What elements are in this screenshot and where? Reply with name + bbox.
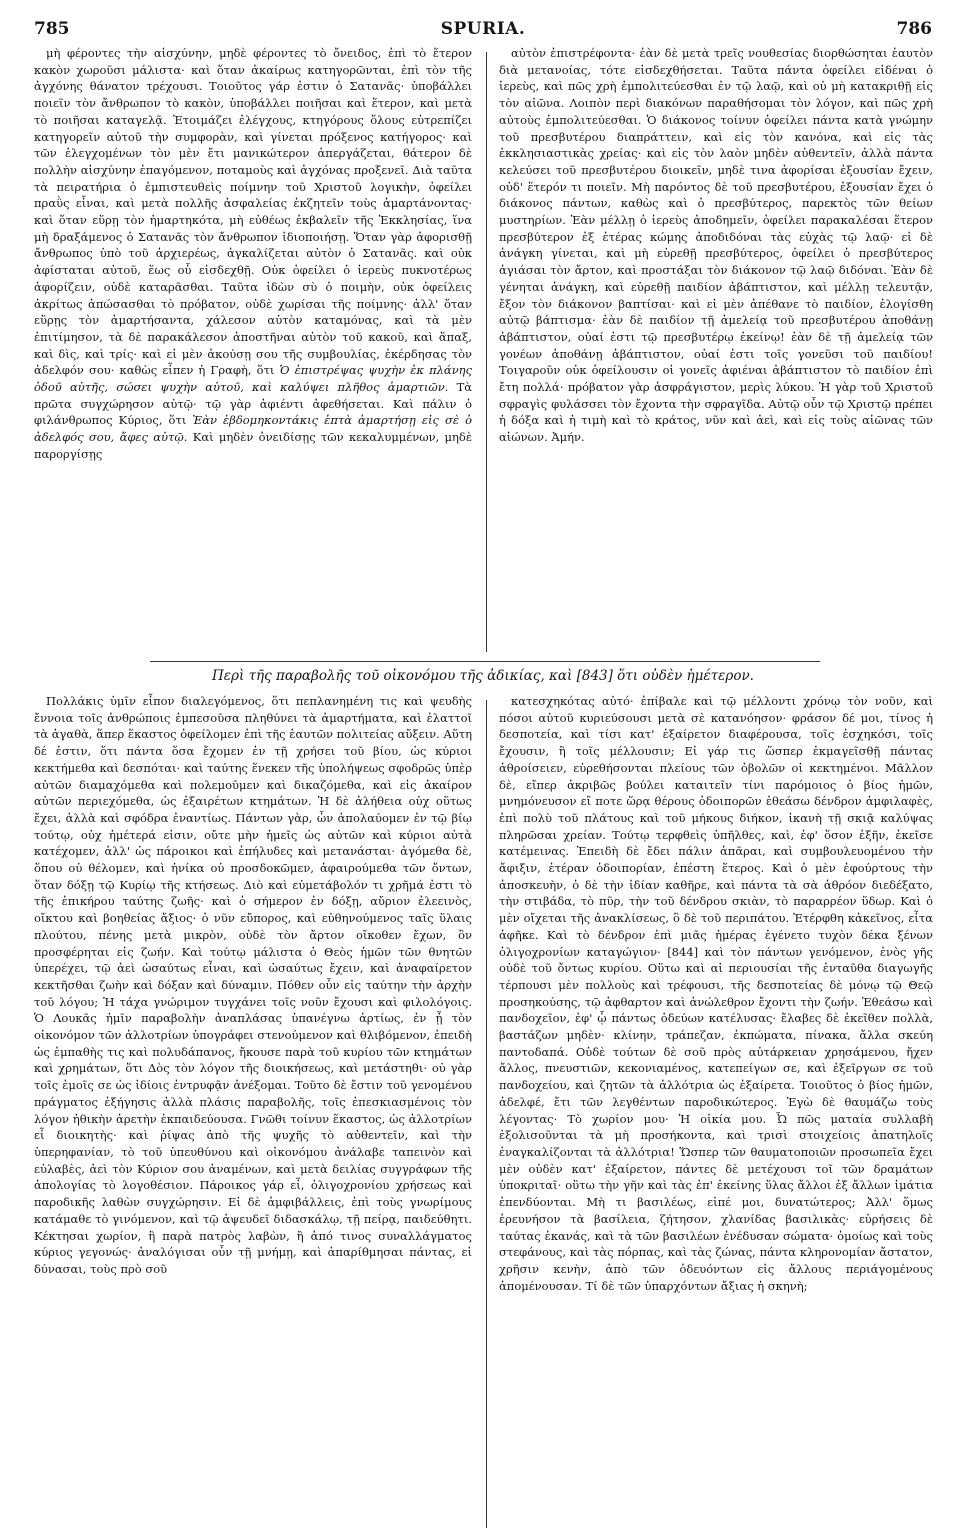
scripture-quote-2: Ἐὰν ἑβδομηκοντάκις ἑπτὰ ἁμαρτήσῃ εἰς σὲ ὁ ἀδελφός σου, ἄφες αὐτῷ.	[34, 413, 472, 445]
column-divider-upper	[486, 52, 487, 652]
lower-left-paragraph: Πολλάκις ὑμῖν εἶπον διαλεγόμενος, ὅτι πεπλανημένη τις καὶ ψευδὴς ἔννοια τοῖς ἀνθρώποις ἐμπεσοῦσα πληθύνει τὰ ἁμαρτήματα, καὶ ἐλαττοῖ τὰ ἀγαθὰ, ἅπερ ἕκαστος ὀφείλομεν ἐπὶ τῆς ἑαυτῶν πολιτείας αὔξειν. Αὕτη δέ ἐστιν, ὅτι πάντα ὅσα ἔχομεν ἐν τῇ χρήσει τοῦ βίου, ὡς κύριοι κεκτήμεθα καὶ δεσπόται· καὶ ταύτης ἕνεκεν τῆς ὑπολήψεως σφοδρῶς ὑπὲρ αὐτῶν διαμαχόμεθα καὶ πολεμοῦμεν καὶ δικαζόμεθα, καὶ εἰς ἀκαίρον αὐτῶν περιεχόμεθα, ὡς ἐξαιρέτων κτημάτων. Ἡ δὲ ἀλήθεια οὐχ οὕτως ἔχει, ἀλλὰ καὶ σφόδρα ἐναντίως. Πάντων γὰρ, ὧν ἀπολαύομεν ἐν τῷ βίῳ τούτῳ, οὐχ ἡμέτερά εἰσιν, οὔτε μὴν ἡμεῖς ὡς αὐτῶν καὶ κύριοι αὐτὰ κατέχομεν, ἀλλ' ὡς πάροικοι καὶ ἐπήλυδες καὶ μετανάσται· ἀγόμεθα δὲ, ὅπου οὐ θέλομεν, καὶ ἡνίκα οὐ προσδοκῶμεν, ἀφαιρούμεθα τῶν ὄντων, ὅταν δόξῃ τῷ Κυρίῳ τῆς κτήσεως. Διὸ καὶ εὐμετάβολόν τι χρῆμά ἐστι τὸ τῆς ἐπικήρου ταύτης ζωῆς· καὶ ὁ σήμερον ἐν δόξῃ, αὔριον ἐλεεινὸς, οἴκτου καὶ βοηθείας ἄξιος· ὁ νῦν εὔπορος, καὶ εὐθηνούμενος ταῖς ὕλαις πλούτου, πένης μετὰ μικρὸν, οὐδὲ τὸν ἄρτον οἴκοθεν ἔχων, ὃν προσφέρηται εἰς ζωήν. Καὶ τούτῳ μάλιστα ὁ Θεὸς ἡμῶν τῶν θνητῶν ὑπερέχει, τῷ ἀεὶ ὡσαύτως εἶναι, καὶ ὡσαύτως ἔχειν, καὶ ἀναφαίρετον κεκτῆσθαι ζωὴν καὶ δόξαν καὶ δύναμιν. Πόθεν οὖν εἰς ταύτην τὴν ἀρχὴν τοῦ λόγου; Ἡ τάχα γνώριμον τυγχάνει τοῖς νοῦν ἔχουσι καὶ φιλολόγοις. Ὁ Λουκᾶς ἡμῖν παραβολὴν ἀναπλάσας ὑπανέγνω ἀρτίως, ἐν ᾗ τὸν οἰκονόμον τῶν ἀλλοτρίων ὑπογράφει στενούμενον καὶ θλιβόμενον, ἐπειδὴ ὡς ἐμπαθὴς τις καὶ πολυδάπανος, ἤκουσε παρὰ τοῦ κυρίου τῶν κτημάτων καὶ χρημάτων, ὅτι Δὸς τὸν λόγον τῆς διοικήσεως, καὶ μετάστηθι· οὐ γὰρ τοῖς ἐμοῖς σε ὡς ἰδίοις ἐντρυφᾷν ἀνέξομαι. Τοῦτο δὲ ἔστιν τοῦ γενομένου πράγματος ἐξήγησις ἀλλὰ πλάσις παραβολῆς, τοῖς ἐπεσκιασμένοις τὸν λόγον ἠθικὴν ἀρετὴν ἐκπαιδεύουσα. Γνῶθι τοίνυν ἕκαστος, ὡς ἀλλοτρίων εἶ διοικητὴς· καὶ ῥίψας ἀπὸ τῆς ψυχῆς τὸ αὐθεντεῖν, καὶ τὴν ὑπερηφανίαν, τὸ τοῦ ὑπευθύνου καὶ οἰκονόμου ἀνάλαβε ταπεινὸν καὶ εὐλαβὲς, ἀεὶ τὸν Κύριον σου ἀναμένων, καὶ μετὰ δειλίας συγγράφων τῆς ἀπολογίας τὸ λογοθέσιον. Πάροικος γάρ εἶ, ὀλιγοχρονίου χρήσεως καὶ παροδικῆς λαθὼν συγχώρησιν. Εἰ δὲ ἀμφιβάλλεις, ἐπὶ τοὺς γνωρίμους κατάμαθε τὸ γινόμενον, καὶ τῷ ἀψευδεῖ διδασκάλῳ, τῇ πείρᾳ, παιδεύθητι. Κέκτησαι χωρίον, ἢ παρὰ πατρὸς λαβὼν, ἢ ἀπό τινος συναλλάγματος κύριος γεγονώς· ἀναλόγισαι οὖν τῇ μνήμῃ, καὶ ἀπαρίθμησαι πάντας, εἰ δύνασαι, τοὺς πρὸ σοῦ	[34, 694, 472, 1276]
section-divider	[150, 661, 820, 662]
page-header	[34, 14, 932, 44]
column-divider-lower	[486, 700, 487, 1528]
upper-right-column	[499, 45, 933, 645]
upper-left-text: μὴ φέροντες τὴν αἰσχύνην, μηδὲ φέροντες τὸ ὄνειδος, ἐπὶ τὸ ἕτερον κακὸν χωροῦσι μάλιστα· καὶ ὅταν ἀκαίρως κατηγορῶνται, ἐπὶ τὸν τῆς ἀγχόνης θάνατον τρέχουσι. Τοιοῦτος γάρ ἐστιν ὁ Σατανᾶς· ὑποβάλλει ποιεῖν τὸν ἄνθρωπον τὸ κακὸν, ὑποβάλλει ποιῆσαι καὶ ἕτερον, καὶ μετὰ τὸ ποιῆσαι καταγελᾷ. Ἑτοιμάζει ἐλέγχους, κτηγόρους ὅλους εὐτρεπίζει κατηγορεῖν αὐτοῦ τὴν συμφορὰν, καὶ γίνεται πρόξενος κατήγορος· καὶ τῶν ἐλεγχομένων τὸν μὲν ἔτι μανικώτερον ἀπεργάζεται, θάτερον δὲ πολλὴν αἰσχύνην ἐπαγόμενον, ποταμοὺς καὶ ἀγχόνας προξενεῖ. Διὰ ταῦτα τὰ πειρατήρια ὁ ἐμπιστευθεὶς ποίμνην τοῦ Χριστοῦ λογικὴν, ὀφείλει πραῢς εἶναι, καὶ μετὰ πολλῆς ἀσφαλείας ἐκζητεῖν τοὺς ἁμαρτάνοντας· καὶ ὅταν εὕρῃ τὸν ἡμαρτηκότα, μὴ εὐθέως ἐκβαλεῖν τῆς Ἐκκλησίας, ἵνα μὴ δραξάμενος ὁ Σατανᾶς τὸν ἄνθρωπον ἰδιοποιήσῃ. Ὅταν γὰρ ἀφορισθῇ ἄνθρωπος ὑπὸ τοῦ ἀρχιερέως, ἀγκαλίζεται αὐτὸν ὁ Σατανᾶς. καὶ οὐκ ἀφίσταται αὐτοῦ, ἕως οὗ εἰσδεχθῇ. Οὐκ ὀφείλει ὁ ἱερεὺς πυκνοτέρως ἀφορίζειν, οὐδὲ καταρᾶσθαι. Ταῦτα ἰδὼν σὺ ὁ ποιμὴν, οὐκ ὀφείλεις ἀκρίτως ἀπώσασθαι τὸ πρόβατον, οὐδὲ χωρίσαι τῆς ποίμνης· ἀλλ' ὅταν εὕρῃς τὸν ἁμαρτήσαντα, χάλεσον αὐτὸν καταμόνας, καὶ τὰ μὲν ἐπιτίμησον, τὰ δὲ παρακάλεσον ἀποστῆναι αὐτὸν τοῦ κακοῦ, καὶ ἅπαξ, καὶ δὶς, καὶ τρίς· καὶ εἰ μὲν ἀκούσῃ σου τῆς συμβουλίας, ἐκέρδησας τὸν ἀδελφόν σου· καθὼς εἶπεν ἡ Γραφὴ, ὅτι	[34, 46, 472, 378]
lower-right-paragraph: κατεσχηκότας αὐτό· ἐπίβαλε καὶ τῷ μέλλοντι χρόνῳ τὸν νοῦν, καὶ πόσοι αὐτοῦ κυριεύσουσι μετὰ σὲ κατανόησον· φράσον δέ μοι, τίνος ἡ δεσποτεία, καὶ τίσι κατ' ἐξαίρετον διαφέρουσα, τοῖς ἐσχηκόσι, τοῖς ἔχουσιν, ἢ τοῖς μέλλουσιν; Εἰ γάρ τις ὥσπερ ἐκμαγεῖσθῇ πάντας ἀθροίσειεν, εὑρεθήσονται πλείους τῶν ὀβολῶν οἱ κεκτημένοι. Μᾶλλον δὲ, εἴπερ ἀκριβῶς βούλει καταιτεῖν τίνι παρόμοιος ὁ βίος ἡμῶν, μνημόνευσον εἴ ποτε ὥρᾳ θέρους ὁδοιπορῶν ἐθεάσω δένδρον ἀμφιλαφὲς, ἐπὶ πολὺ τοῦ πλάτους καὶ τοῦ μήκους διήκον, ἱκανὴ τῇ σκιᾷ καλύψας πληρῶσαι χρείαν. Τούτῳ τερφθεὶς ὑπῆλθες, καὶ, ἐφ' ὅσον ἐξῆν, ἐκεῖσε κατέμεινας. Ἐπειδὴ δὲ ἔδει πάλιν ἀπᾶραι, καὶ συμβουλευομένου τὴν ἄφιξιν, ἑτέραν ὁδοιπορίαν, ἐπέστη ἕτερος. Καὶ ὁ μὲν ἐφούρτους τὴν ἀποσκευὴν, ὁ δὲ τὴν ἰδίαν καθῆρε, καὶ πάντα τὰ σὰ ἀθρόον διεδέξατο, τὴν στιβάδα, τὸ πῦρ, τὴν τοῦ δένδρου σκιὰν, τὸ παραρρέον ὕδωρ. Καὶ ὁ μὲν οἴχεται τῆς ἀνακλίσεως, ὃ δὲ τοῦ περιπάτου. Ἐτέρφθη κἀκεῖνος, εἶτα ἀφῆκε. Καὶ τὸ δένδρον ἐπὶ μιᾶς ἡμέρας ἐγένετο τυχὸν δέκα ξένων ὀλιγοχρονίων καταγώγιον· [844] καὶ τὸν πάντων γενόμενον, ἐνὸς γῆς οὐδὲ τοῦ ὄντως κυρίου. Οὕτω καὶ αἱ περιουσίαι τῆς ἐνταῦθα διαγωγῆς τέρπουσι μὲν πολλοὺς καὶ τρέφουσι, τῆς δεσποτείας δὲ μόνῳ τῷ Θεῷ προσηκούσης, τῷ ἀφθαρτον καὶ ἀνώλεθρον ἔχοντι τὴν ζωήν. Ἐθεάσω καὶ πανδοχεῖον, ἐφ' ᾧ πάντως ὁδεύων κατέλυσας· ἔλαβες δὲ ἐκεῖθεν πολλὰ, βαστάζων μηδὲν· κλίνην, τράπεζαν, ἐκπώματα, πίνακα, ἄλλα σκεύη παντοδαπά. Οὐδὲ τούτων δὲ σοῦ πρὸς αὐτάρκειαν χρησάμενου, ἤχεν ἄλλος, πνευστιῶν, κεκονιαμένος, κατεπείγων σε, καὶ ἐξεῖργων σε τοῦ πανδοχείου, καὶ ζητῶν τὰ ἀλλότρια ὡς ἐξαίρετα. Τοιοῦτος ὁ βίος ἡμῶν, ἀδελφέ, ἔτι τῶν λεγθέντων παροδικώτερος. Ἐγὼ δὲ θαυμάζω τοὺς λέγοντας· Τὸ χωρίον μου· Ἡ οἰκία μου. Ὦ πῶς ματαία συλλαβὴ ἐξολισοῦνται τὰ μὴ προσήκοντα, καὶ τρισὶ στοιχείοις ἀπατηλοῖς ἐναγκαλίζονται τὰ ἀλλότρια! Ὥσπερ τῶν θαυματοποιῶν προσωπεῖα ἔχει μὲν οὐδὲν κατ' ἐξαίρετον, πάντες δὲ μετέχουσι τοῖ τῶν δραμάτων ὑποκριταῖ· οὕτω τὴν γῆν καὶ τὰς ἐπ' ἐκείνης ὕλας ἄλλοι ἐξ ἄλλων ἱμάτια ἐπενδύονται. Μὴ τι βασιλέως, εἰπέ μοι, δυνατώτερος; Ἀλλ' ὅμως ἐρευνήσον τὰ βασίλεια, ζήτησον, χλανίδας βασιλικὰς· εὑρήσεις δὲ ταύτας ἐκανάς, καὶ τὰ τῶν βασιλέων ἐνέδυσαν σώματα· ὁμοίως καὶ τοὺς στεφάνους, καὶ τὰς πόρπας, καὶ τὰς ζώνας, πάντα κληρονομίαν ἄστατον, χρῆσιν κενὴν, ἀπὸ τῶν ὁδευόντων εἰς ἄλλους περιάγομένους ἀπομένουσαν. Τί δὲ τῶν ὑπαρχόντων ἄξιας ἡ σκηνὴ;	[499, 694, 933, 1293]
left-page-number: 785	[34, 19, 70, 39]
lower-left-column	[34, 693, 472, 1531]
upper-left-text-2: Τὰ πρῶτα συγχώρησον αὐτῷ· τῷ γὰρ ἀφιέντι ἀφεθήσεται. Καὶ πάλιν ὁ φιλάνθρωπος Κύριος, ὅτι	[34, 380, 472, 428]
upper-right-paragraph: αὐτὸν ἐπιστρέφοντα· ἐὰν δὲ μετὰ τρεῖς νουθεσίας διορθώσηται ἑαυτὸν διὰ μετανοίας, τότε εἰσδεχθήσεται. Ταῦτα πάντα ὀφείλει εἰδέναι ὁ ἱερεὺς, καὶ πῶς χρὴ ἐμπολιτεύεσθαι ἐν τῷ λαῷ, καὶ οὐ μὴ κατακριθῇ εἰς τὸν αἰῶνα. Λοιπὸν περὶ διακόνων παραθήσομαι τὸν λόγον, καὶ πῶς χρὴ αὐτοὺς ἐμπολιτεύεσθαι. Ὁ διάκονος τοίνυν ὀφείλει πάντα κατὰ γνώμην τοῦ πρεσβυτέρου διαπράττειν, καὶ εἰς τὸν κανόνα, καὶ εἰς τὰς ἐκκλησιαστικὰς χρείας· καὶ εἰς τὸν λαὸν μηδὲν αὐθεντεῖν, ἀλλὰ πάντα κελεύσει τοῦ πρεσβυτέρου διοικεῖν, μηδὲ τινα ἀφορίσαι ἐξουσίαν ἔχειν, οὐδ' ἕτερόν τι ποιεῖν. Μὴ παρόντος δὲ τοῦ πρεσβυτέρου, ἐξουσίαν ἔχει ὁ διάκονος πάντων, καθὼς καὶ ὁ πρεσβύτερος, παρεκτὸς τῶν θείων μυστηρίων. Ἐὰν μέλλῃ ὁ ἱερεὺς ἀποδημεῖν, ὀφείλει παρακαλέσαι ἕτερον πρεσβύτερον ἐξ ἑτέρας κώμης ἀποδιδόναι τὰς εὐχὰς τῷ λαῷ· εἰ δὲ ἀνάγκη γίνεται, καὶ μὴ εὑρεθῇ πρεσβύτερος, ὀφείλει ὁ πρεσβύτερος ἁγιάσαι τὸν ἄρτον, καὶ προστάξαι τὸν διάκονον τῷ λαῷ διδόναι. Ἐὰν δὲ γένηται ἀνάγκη, καὶ εὑρεθῇ παιδίον ἀβάπτιστον, καὶ μέλλῃ τελευτᾷν, ἔξον τὸν διάκονον βαπτίσαι· καὶ εἰ μὲν ἀπέθανε τὸ παιδίον, ἐλογίσθη αὐτῷ βάπτισμα· ἐὰν δὲ παιδίον τῇ ἀμελείᾳ τοῦ πρεσβυτέρου ἀποθάνῃ ἀβάπτιστον, οὐαί ἐστι τῷ πρεσβυτέρῳ ἐκείνῳ! ἐὰν δὲ τῇ ἀμελείᾳ τῶν γονέων ἀποθάνῃ ἀβάπτιστον, οὐαί ἐστι τοῖς γονεῦσι τοῦ παιδίου! Τοιγαροῦν οὐκ ὀφείλουσιν οἱ γονεῖς ἀφιέναι ἀβάπτιστον τὸ παιδίον ἐπὶ ἔτη πολλά· πρόβατον γὰρ ἀσφράγιστον, μερὶς λύκου. Ἡ γὰρ τοῦ Χριστοῦ σφραγὶς φυλάσσει τὸν ἔχοντα τὴν σφραγῖδα. Αὐτῷ οὖν τῷ Χριστῷ πρέπει ἡ δόξα καὶ ἡ τιμὴ καὶ τὸ κράτος, νῦν καὶ ἀεὶ, καὶ εἰς τοὺς αἰῶνας τῶν αἰώνων. Ἀμήν.	[499, 46, 933, 445]
upper-left-text-3: Καὶ μηδὲν ὀνειδίσῃς τῶν κεκαλυμμένων, μηδὲ παροργίσῃς	[34, 430, 472, 461]
right-page-number: 786	[896, 19, 932, 39]
section-title: Περὶ τῆς παραβολῆς τοῦ οἰκονόμου τῆς ἀδικίας, καὶ [843] ὅτι οὐδὲν ἡμέτερον.	[212, 668, 754, 684]
upper-left-paragraph	[34, 45, 472, 463]
running-title: SPURIA.	[440, 19, 526, 39]
upper-left-column	[34, 45, 472, 655]
scripture-quote-1: Ὁ ἐπιστρέψας ψυχὴν ἐκ πλάνης ὁδοῦ αὐτῆς, σώσει ψυχὴν αὐτοῦ, καὶ καλύψει πλῆθος ἁμαρτιῶν.	[34, 363, 472, 395]
lower-right-column	[499, 693, 933, 1531]
